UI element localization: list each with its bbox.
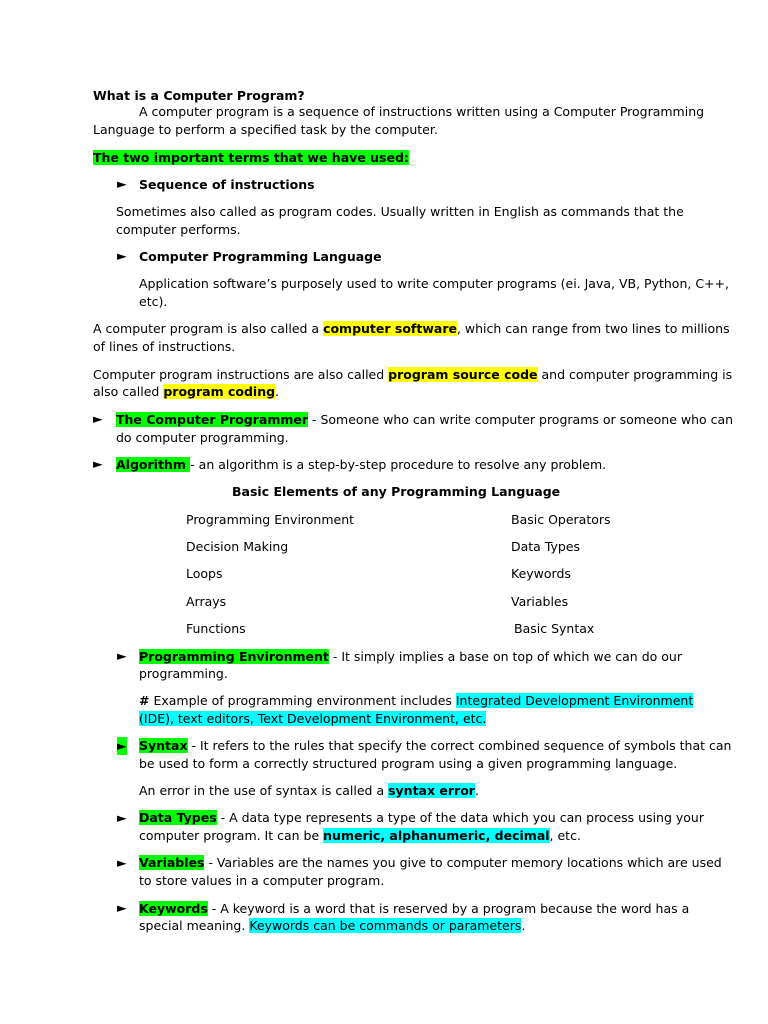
env-highlight: Programming Environment [139,649,329,664]
programmer-rest: - Someone who can write computer programs or someone who can [308,412,734,427]
term1-line-2: computer performs. [116,222,241,237]
source-mid: and computer programming is [537,367,733,382]
bullet-arrow-icon: ► [117,738,127,753]
element-right-1: Data Types [511,539,581,554]
variables-rest: - Variables are the names you give to computer memory locations which are used [204,855,722,870]
syntax-rest: - It refers to the rules that specify the correct combined sequence of symbols that can [187,738,732,753]
keywords-rest: - A keyword is a word that is reserved by a program because the word has a [207,901,690,916]
page-title: What is a Computer Program? [93,88,305,103]
datatypes-rest: - A data type represents a type of the data which you can process using your [216,810,704,825]
intro-line-1: A computer program is a sequence of instructions written using a Computer Programming [139,104,705,119]
syntax-line-1 [139,737,731,755]
env-line-2: programming. [139,666,228,681]
env-line-1 [139,648,682,666]
bullet-arrow-icon: ► [93,456,103,471]
bullet-arrow-icon: ► [117,900,127,915]
syntax-error-line [139,782,479,800]
software-post: , which can range from two lines to millions [456,321,730,336]
env-rest: - It simply implies a base on top of which we can do our [328,649,682,664]
keywords-line-1 [139,900,689,918]
element-right-2: Keywords [511,566,571,581]
bullet-arrow-icon: ► [117,855,127,870]
bullet-arrow-icon: ► [117,176,127,191]
syntax-error-pre: An error in the use of syntax is called a [139,783,389,798]
terms-heading [93,149,409,167]
source-paragraph-line-1 [93,366,732,384]
source-line2-pre: also called [93,384,164,399]
term2-title: Computer Programming Language [139,249,382,264]
term2-line-2: etc). [139,294,168,309]
keywords-line2-pre: special meaning. [139,918,250,933]
keywords-line2-post: . [521,918,526,933]
term1-line-1: Sometimes also called as program codes. Usually written in English as commands that the [116,204,684,219]
term1-title: Sequence of instructions [139,177,315,192]
software-pre: A computer program is also called a [93,321,324,336]
datatypes-line-2 [139,827,581,845]
intro-line-2: Language to perform a specified task by the computer. [93,122,438,137]
element-right-0: Basic Operators [511,512,611,527]
algorithm-highlight: Algorithm [116,457,191,472]
element-right-4: Basic Syntax [514,621,595,636]
terms-heading-highlight: The two important terms that we have used: [93,150,409,165]
syntax-error-highlight: syntax error [388,783,475,798]
element-left-2: Loops [186,566,223,581]
bullet-arrow-icon: ► [93,411,103,426]
hash-symbol: # [139,693,150,708]
ide-highlight-1: Integrated Development Environment [455,693,694,708]
software-highlight: computer software [323,321,457,336]
programmer-line-1 [116,411,733,429]
source-pre: Computer program instructions are also called [93,367,389,382]
env-example-pre: Example of programming environment includes [149,693,456,708]
programmer-line-2: do computer programming. [116,430,289,445]
datatypes-highlight: Data Types [139,810,217,825]
keywords-highlight: Keywords [139,901,208,916]
ide-highlight-2: (IDE), text editors, Text Development Environment, etc. [139,711,487,726]
syntax-highlight: Syntax [139,738,188,753]
keywords-commands-highlight: Keywords can be commands or parameters [249,918,522,933]
variables-line-1 [139,854,722,872]
source-paragraph-line-2 [93,383,279,401]
datatypes-values-highlight: numeric, alphanumeric, decimal [323,828,550,843]
software-paragraph-line-1 [93,320,730,338]
element-left-1: Decision Making [186,539,289,554]
syntax-line-2: be used to form a correctly structured program using a given programming language. [139,756,678,771]
element-left-4: Functions [186,621,246,636]
elements-heading: Basic Elements of any Programming Language [232,484,561,499]
algorithm-rest: - an algorithm is a step-by-step procedure to resolve any problem. [190,457,607,472]
bullet-arrow-icon: ► [117,810,127,825]
syntax-error-post: . [474,783,479,798]
element-left-0: Programming Environment [186,512,355,527]
element-left-3: Arrays [186,594,227,609]
env-example-line-1 [139,692,693,710]
source-line2-post: . [275,384,280,399]
term2-line-1: Application software’s purposely used to write computer programs (ei. Java, VB, Python, C++, [139,276,729,291]
algorithm-line [116,456,606,474]
bullet-arrow-icon: ► [117,648,127,663]
software-paragraph-line-2: of lines of instructions. [93,339,236,354]
element-right-3: Variables [511,594,569,609]
datatypes-line2-post: , etc. [549,828,581,843]
source-code-highlight: program source code [388,367,538,382]
variables-line-2: to store values in a computer program. [139,873,385,888]
variables-highlight: Variables [139,855,205,870]
bullet-arrow-icon: ► [117,248,127,263]
datatypes-line-1 [139,809,704,827]
programmer-highlight: The Computer Programmer [116,412,309,427]
keywords-line-2 [139,917,525,935]
datatypes-line2-pre: computer program. It can be [139,828,324,843]
program-coding-highlight: program coding [163,384,276,399]
env-example-line-2 [139,710,486,728]
